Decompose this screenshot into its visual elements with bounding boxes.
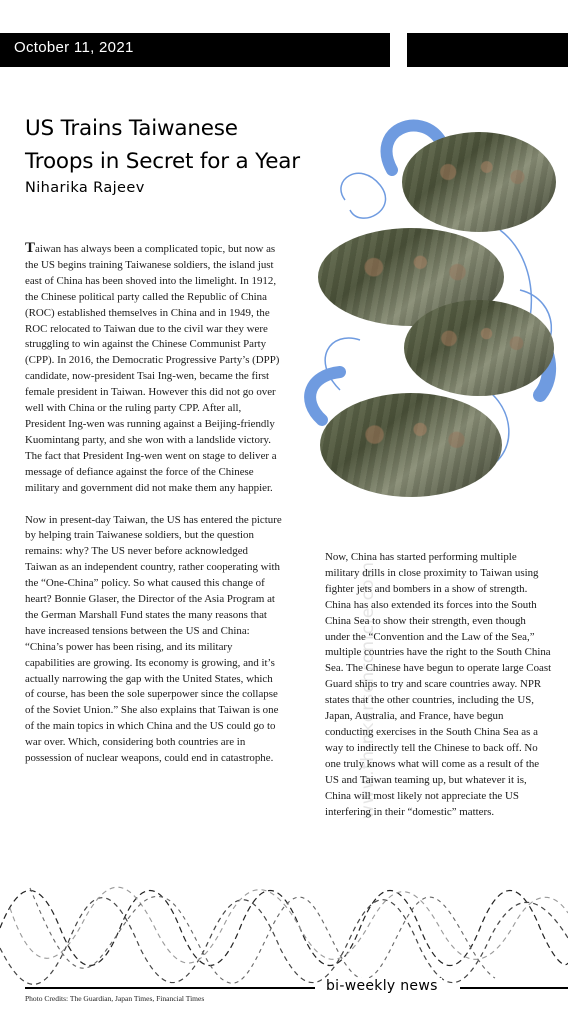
date-banner	[0, 33, 390, 67]
header-bar-right	[407, 33, 568, 67]
paragraph-1-text: aiwan has always been a complicated topic, but now as the US begins training Taiwanese soldiers, the island just east of China has been shoved into the limelight. In 1912, the Chinese political party called the Republic of China (ROC) established themselves in China and in 1949, the ROC relocated to Taiwan due to the civil war they were struggling to win against the Chinese Communist Party (CPP). In 2016, the Democratic Progressive Party’s (DPP) candidate, now-president Tsai Ing-wen, became the first female president in Taiwan. However this did not go over well with China or the ruling party CPP. After all, President Ing-wen was running against a Beijing-friendly Kuomintang party, and she won with a landslide victory. The fact that President Ing-wen went on stage to deliver a message of defiance against the force of the Chinese military and government did not make them any happier.	[25, 243, 280, 494]
author-byline: Niharika Rajeev	[25, 180, 145, 196]
title-line-2: Troops in Secret for a Year	[25, 149, 300, 174]
footer-rule-right	[460, 987, 568, 989]
paragraph-1	[25, 241, 282, 497]
paragraph-3: Now, China has started performing multiple military drills in close proximity to Taiwan using fighter jets and bombers in a show of strength. China has also extended its forces into the South China Sea to show their strength, even though under the “Convention and the Law of the Sea,” multiple countries have the right to the South China Sea. The Chinese have begun to operate large Coast Guard ships to try and scare countries away. NPR states that the other countries, including the US, Japan, Australia, and France, have begun conducting exercises in the South China Sea as a way to indirectly tell the Chinese to back off. No one truly knows what will come as a result of the US and Taiwan teaming up, but whatever it is, China will most likely not appreciate the US interfering in their “domestic” matters.	[325, 551, 552, 818]
photo-soldiers-training	[320, 393, 502, 497]
website-watermark: www.thinkerschronicle.com	[358, 561, 378, 819]
section-label: bi-weekly news	[322, 978, 442, 994]
paragraph-2: Now in present-day Taiwan, the US has entered the picture by helping train Taiwanese soldiers, but the question remains: why? The US never before acknowledged Taiwan as an independent country, rather cooperating with the “One-China” policy. So what caused this change of heart? Bonnie Glaser, the Director of the Asia Program at the German Marshall Fund states the many reasons that have increased tensions between the US and China: “China’s power has been rising, and its military capabilities are growing. Its economy is growing, and it’s actually narrowing the gap with the United States, which of course, has been the sole superpower since the collapse of the Soviet Union.” She also explains that Taiwan is one of the main topics in which China and the US could go to war over. Which, considering both countries are in possession of nuclear weapons, could end in catastrophe.	[25, 513, 282, 765]
photo-soldiers-formation	[402, 132, 556, 232]
footer-rule-left	[25, 987, 315, 989]
photo-credits: Photo Credits: The Guardian, Japan Times, Financial Times	[25, 994, 205, 1003]
issue-date: October 11, 2021	[14, 39, 134, 56]
article-column-right	[325, 550, 553, 832]
drop-cap: T	[25, 240, 36, 256]
photo-soldier-with-rifle	[404, 300, 554, 396]
article-column-left	[25, 241, 282, 779]
article-title	[25, 112, 385, 178]
title-line-1: US Trains Taiwanese	[25, 116, 238, 141]
